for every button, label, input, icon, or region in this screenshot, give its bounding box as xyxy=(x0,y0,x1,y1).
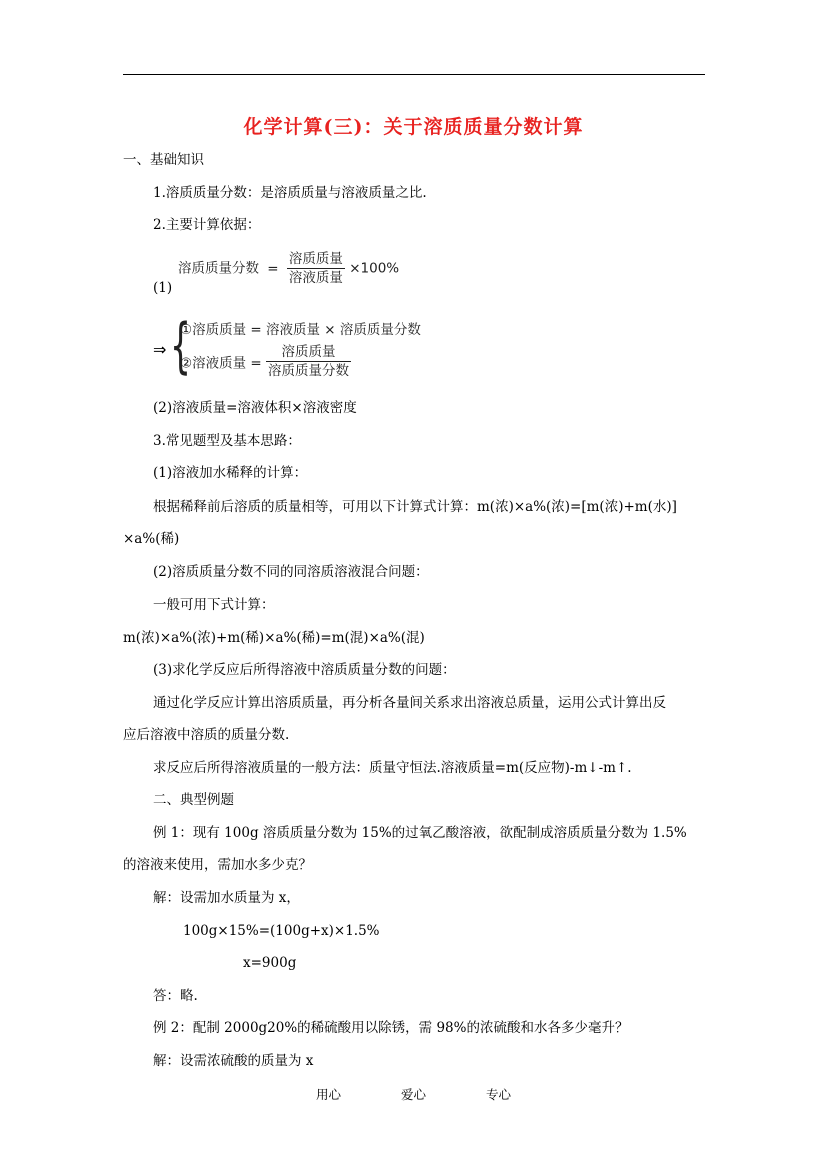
row2-numerator: 溶质质量 xyxy=(266,343,351,362)
reaction-text-cont: 应后溶液中溶质的质量分数. xyxy=(123,727,290,743)
implies-arrow: ⇒ xyxy=(153,340,167,359)
dilution-text-cont: ×a%(稀) xyxy=(123,531,180,547)
formula-row2-lhs: ②溶液质量 = xyxy=(180,355,266,372)
formula-lhs: 溶质质量分数 xyxy=(178,260,259,277)
reaction-text: 通过化学反应计算出溶质质量，再分析各量间关系求出溶液总质量，运用公式计算出反 xyxy=(153,695,666,711)
formula-solution-mass xyxy=(180,343,351,380)
example1-equation: 100g×15%=(100g+x)×1.5% xyxy=(183,923,380,939)
example1-result: x=900g xyxy=(243,955,297,971)
brace-symbol: { xyxy=(170,311,192,381)
example2-solution: 解：设需浓硫酸的质量为 x xyxy=(153,1053,314,1069)
example1-answer: 答：略. xyxy=(153,988,198,1004)
formula-row2-fraction xyxy=(266,343,351,380)
fraction-numerator: 溶质质量 xyxy=(288,251,343,267)
formula-index: (1) xyxy=(153,280,173,296)
dilution-heading: (1)溶液加水稀释的计算： xyxy=(153,465,308,481)
common-types-heading: 3.常见题型及基本思路： xyxy=(153,433,301,449)
mixing-formula: m(浓)×a%(浓)+m(稀)×a%(稀)=m(混)×a%(混) xyxy=(123,630,425,646)
formula-solute-mass: ①溶质质量 = 溶液质量 × 溶质质量分数 xyxy=(180,322,421,338)
formula-fraction xyxy=(287,250,345,287)
example2-text: 例 2：配制 2000g20%的稀硫酸用以除锈，需 98%的浓硫酸和水各多少毫升？ xyxy=(153,1020,629,1036)
footer-item-2: 爱心 xyxy=(400,1087,426,1102)
basis-heading: 2.主要计算依据： xyxy=(153,217,261,233)
mixing-intro: 一般可用下式计算： xyxy=(153,597,275,613)
header-rule xyxy=(123,74,705,75)
example1-text: 例 1：现有 100g 溶质质量分数为 15%的过氧乙酸溶液，欲配制成溶质质量分数为 1.5% xyxy=(153,825,687,841)
example1-text-cont: 的溶液来使用，需加水多少克？ xyxy=(123,857,312,873)
row2-denominator: 溶质质量分数 xyxy=(268,363,349,379)
section-heading-examples: 二、典型例题 xyxy=(153,792,234,808)
footer-item-1: 用心 xyxy=(315,1087,341,1102)
formula-rhs: ×100% xyxy=(349,260,400,277)
dilution-text: 根据稀释前后溶质的质量相等，可用以下计算式计算：m(浓)×a%(浓)=[m(浓)+m(水)] xyxy=(153,499,677,515)
definition-line: 1.溶质质量分数：是溶质质量与溶液质量之比. xyxy=(153,185,427,201)
fraction-denominator: 溶液质量 xyxy=(288,270,343,286)
example1-solution: 解：设需加水质量为 x， xyxy=(153,890,300,906)
page-title: 化学计算(三)：关于溶质质量分数计算 xyxy=(243,116,584,138)
solution-mass-line: (2)溶液质量=溶液体积×溶液密度 xyxy=(153,400,357,416)
reaction-method: 求反应后所得溶液质量的一般方法：质量守恒法.溶液质量=m(反应物)-m↓-m↑. xyxy=(153,760,632,776)
mixing-heading: (2)溶质质量分数不同的同溶质溶液混合问题： xyxy=(153,564,429,580)
section-heading-basics: 一、基础知识 xyxy=(123,152,204,168)
formula-mass-fraction xyxy=(178,250,399,287)
reaction-heading: (3)求化学反应后所得溶液中溶质质量分数的问题： xyxy=(153,662,456,678)
footer-item-3: 专心 xyxy=(485,1087,511,1102)
formula-equals: = xyxy=(267,260,279,277)
page-footer xyxy=(0,1085,827,1103)
